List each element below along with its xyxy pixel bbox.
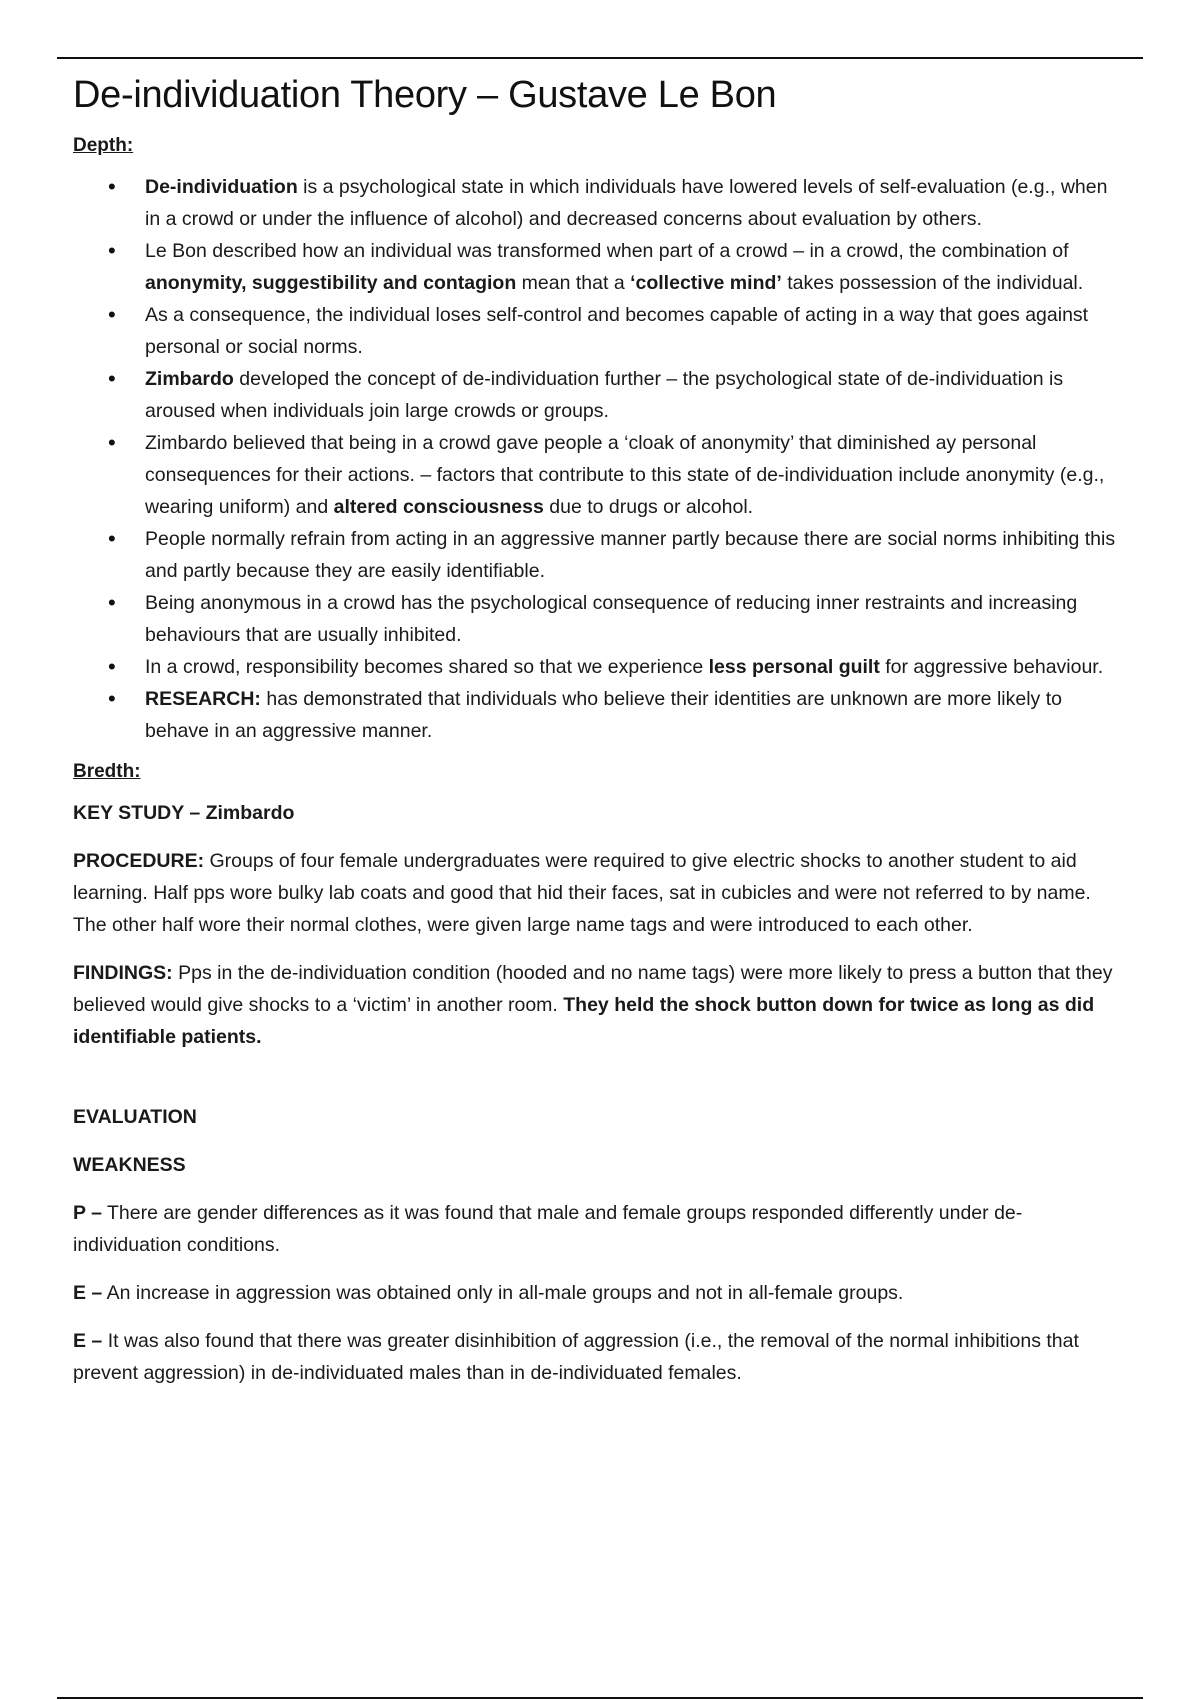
page-title: De-individuation Theory – Gustave Le Bon [73, 74, 777, 116]
key-study-heading: KEY STUDY – Zimbardo [73, 802, 295, 824]
depth-bullet-list [73, 171, 1123, 747]
text-run: developed the concept of de-individuation further – the psychological state of de-individuation is aroused when individuals join large crowds or groups. [145, 368, 1064, 422]
text-run: There are gender differences as it was found that male and female groups responded differently under de-individuation conditions. [73, 1202, 1023, 1256]
text-run: is a psychological state in which individuals have lowered levels of self-evaluation (e.g., when in a crowd or under the influence of alcohol) and decreased concerns about evaluation by others. [145, 176, 1108, 230]
procedure-paragraph [73, 845, 1123, 941]
text-run: It was also found that there was greater disinhibition of aggression (i.e., the removal of the normal inhibitions that prevent aggression) in de-individuated males than in de-individuated females. [73, 1330, 1079, 1384]
text-run: Groups of four female undergraduates were required to give electric shocks to another student to aid learning. Half pps wore bulky lab coats and good that hid their faces, sat in cubicles and were not referred to by name. The other half wore their normal clothes, were given large name tags and were introduced to each other. [73, 850, 1091, 936]
text-run: due to drugs or alcohol. [543, 496, 754, 518]
text-run: Le Bon described how an individual was transformed when part of a crowd – in a crowd, the combination of [145, 240, 1069, 262]
text-run: An increase in aggression was obtained only in all-male groups and not in all-female groups. [102, 1282, 904, 1304]
bold-text: FINDINGS: [73, 962, 173, 984]
bullet-item [145, 171, 1123, 235]
bottom-rule [57, 1697, 1143, 1699]
spacer [73, 1069, 1123, 1101]
bullet-item [145, 651, 1123, 683]
breadth-heading: Bredth: [73, 761, 141, 782]
text-run: mean that a [516, 272, 631, 294]
bullet-item [145, 299, 1123, 363]
bullet-item [145, 683, 1123, 747]
text-run: Pps in the de-individuation condition (hooded and no name tags) were more likely to press a button that they believed would give shocks to a ‘victim’ in another room. [73, 962, 1113, 1016]
bold-text: P – [73, 1202, 102, 1224]
bold-text: Zimbardo [145, 368, 234, 390]
document-page [73, 74, 1123, 1405]
evaluation-heading: EVALUATION [73, 1106, 197, 1128]
bold-text: E – [73, 1282, 103, 1304]
bold-text: They held the shock button down for twice as long as did identifiable patients. [73, 994, 1095, 1048]
bullet-item [145, 523, 1123, 587]
bold-text: De-individuation [145, 176, 298, 198]
bold-text: ‘collective mind’ [630, 272, 782, 294]
point-p-paragraph [73, 1197, 1123, 1261]
bullet-item [145, 587, 1123, 651]
bullet-item [145, 235, 1123, 299]
bold-text: E – [73, 1330, 103, 1352]
bullet-item [145, 363, 1123, 427]
bold-text: PROCEDURE: [73, 850, 205, 872]
bold-text: anonymity, suggestibility and contagion [145, 272, 517, 294]
text-run: for aggressive behaviour. [879, 656, 1104, 678]
bold-text: less personal guilt [708, 656, 880, 678]
bold-text: altered consciousness [333, 496, 544, 518]
point-e1-paragraph [73, 1277, 1123, 1309]
point-e2-paragraph [73, 1325, 1123, 1389]
depth-heading: Depth: [73, 135, 134, 156]
text-run: has demonstrated that individuals who believe their identities are unknown are more likely to behave in an aggressive manner. [145, 688, 1062, 742]
text-run: As a consequence, the individual loses self-control and becomes capable of acting in a way that goes against personal or social norms. [145, 304, 1089, 358]
bullet-item [145, 427, 1123, 523]
text-run: Being anonymous in a crowd has the psychological consequence of reducing inner restraints and increasing behaviours that are usually inhibited. [145, 592, 1078, 646]
text-run: takes possession of the individual. [781, 272, 1084, 294]
top-rule [57, 57, 1143, 59]
findings-paragraph [73, 957, 1123, 1053]
text-run: People normally refrain from acting in an aggressive manner partly because there are social norms inhibiting this and partly because they are easily identifiable. [145, 528, 1116, 582]
bold-text: RESEARCH: [145, 688, 261, 710]
weakness-heading: WEAKNESS [73, 1154, 186, 1176]
text-run: Zimbardo believed that being in a crowd gave people a ‘cloak of anonymity’ that diminished ay personal consequences for their actions. – factors that contribute to this state of de-individuation include anonymity (e.g., wearing uniform) and [145, 432, 1105, 518]
text-run: In a crowd, responsibility becomes shared so that we experience [145, 656, 709, 678]
